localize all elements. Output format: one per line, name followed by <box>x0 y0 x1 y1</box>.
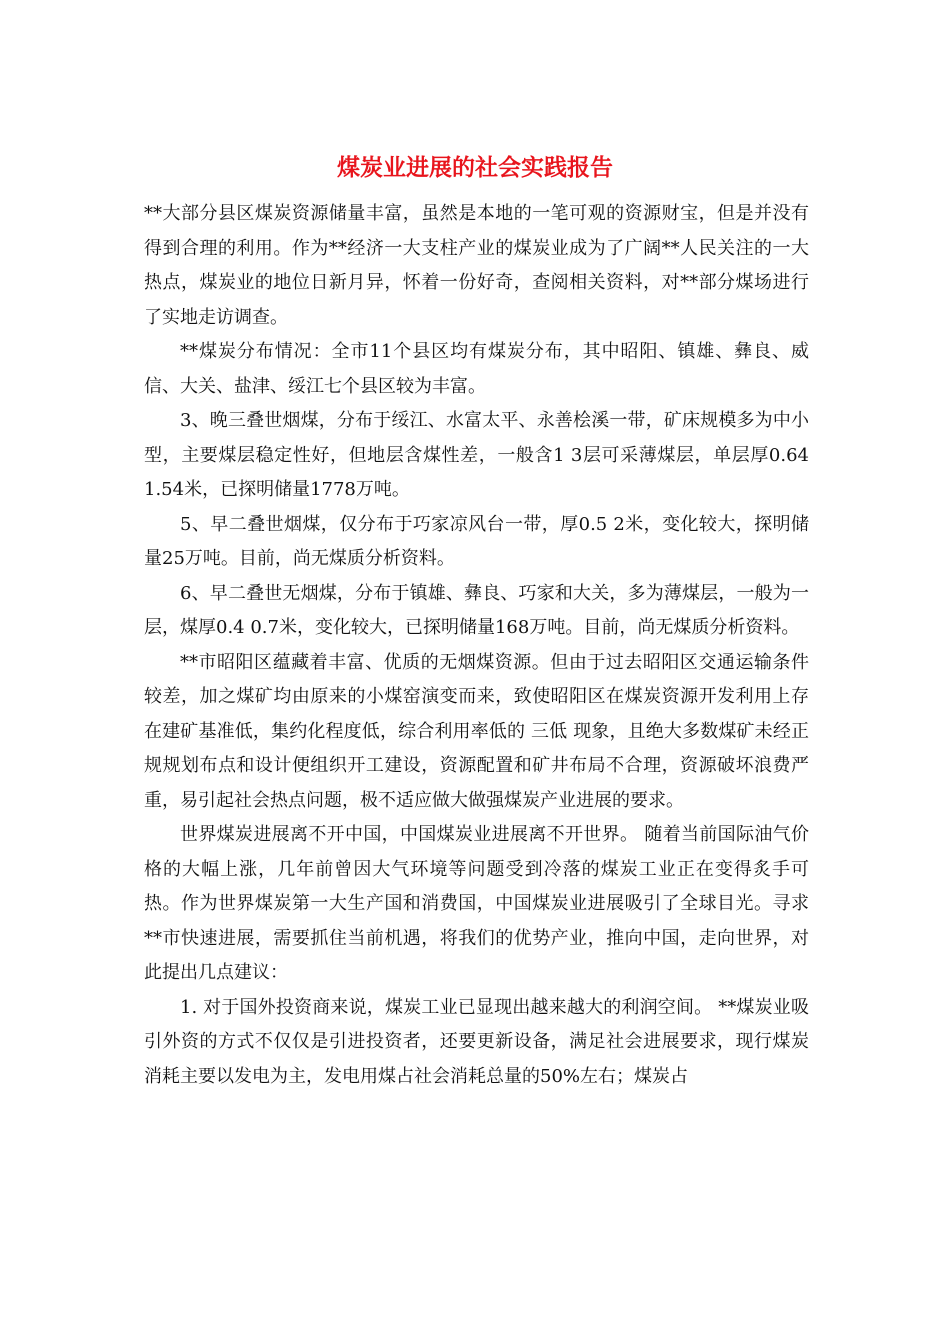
paragraph-item-3: 3、晚三叠世烟煤，分布于绥江、水富太平、永善桧溪一带，矿床规模多为中小型，主要煤层稳定性好，但地层含煤性差，一般含1 3层可采薄煤层，单层厚0.64 1.54米，已探明储量1778万吨。 <box>144 410 809 500</box>
paragraph-suggestion-1: 1. 对于国外投资商来说，煤炭工业已显现出越来越大的利润空间。 **煤炭业吸引外资的方式不仅仅是引进投资者，还要更新设备，满足社会进展要求，现行煤炭消耗主要以发电为主，发电用煤占社会消耗总量的50%左右；煤炭占 <box>144 996 809 1087</box>
paragraph-item-6: 6、早二叠世无烟煤，分布于镇雄、彝良、巧家和大关，多为薄煤层，一般为一层，煤厚0.4 0.7米，变化较大，已探明储量168万吨。目前，尚无煤质分析资料。 <box>144 582 809 638</box>
document-body <box>144 197 809 1094</box>
paragraph-item-5: 5、早二叠世烟煤，仅分布于巧家凉风台一带，厚0.5 2米，变化较大，探明储量25万吨。目前，尚无煤质分析资料。 <box>144 513 809 569</box>
document-title: 煤炭业进展的社会实践报告 <box>337 154 613 181</box>
paragraph-intro: **大部分县区煤炭资源储量丰富，虽然是本地的一笔可观的资源财宝，但是并没有得到合理的利用。作为**经济一大支柱产业的煤炭业成为了广阔**人民关注的一大热点，煤炭业的地位日新月异，怀着一份好奇，查阅相关资料，对**部分煤场进行了实地走访调查。 <box>144 203 809 328</box>
paragraph-distribution: **煤炭分布情况：全市11个县区均有煤炭分布，其中昭阳、镇雄、彝良、威信、大关、盐津、绥江七个县区较为丰富。 <box>144 341 809 397</box>
paragraph-zhaoyang: **市昭阳区蕴藏着丰富、优质的无烟煤资源。但由于过去昭阳区交通运输条件较差，加之煤矿均由原来的小煤窑演变而来，致使昭阳区在煤炭资源开发利用上存在建矿基准低，集约化程度低，综合利用率低的 三低 现象，且绝大多数煤矿未经正规规划布点和设计便组织开工建设，资源配置和矿井布局不合理，资源破坏浪费严重，易引起社会热点问题，极不适应做大做强煤炭产业进展的要求。 <box>144 651 809 811</box>
paragraph-world: 世界煤炭进展离不开中国，中国煤炭业进展离不开世界。 随着当前国际油气价格的大幅上涨，几年前曾因大气环境等问题受到冷落的煤炭工业正在变得炙手可热。作为世界煤炭第一大生产国和消费国，中国煤炭业进展吸引了全球目光。寻求**市快速进展，需要抓住当前机遇，将我们的优势产业，推向中国，走向世界，对此提出几点建议： <box>144 824 809 983</box>
